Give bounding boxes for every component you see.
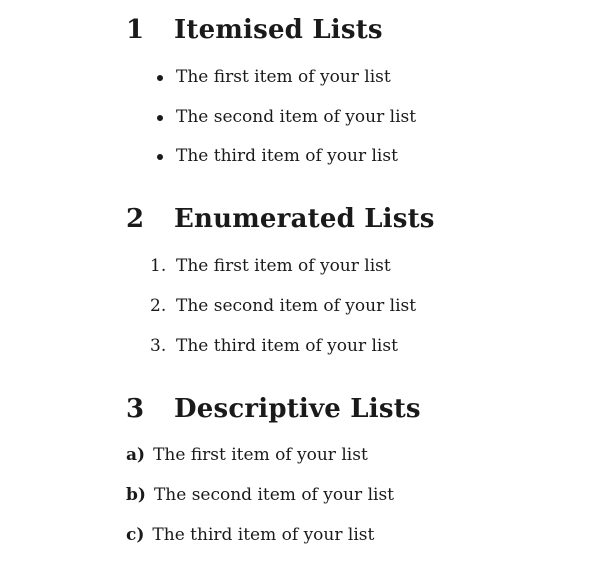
description-label: b)	[126, 485, 146, 505]
description-text: The third item of your list	[152, 525, 375, 545]
section-title: Descriptive Lists	[174, 394, 421, 424]
list-number: 3.	[150, 336, 167, 356]
list-item-text: The second item of your list	[176, 107, 417, 127]
list-item	[150, 256, 391, 276]
section-heading-itemised	[126, 15, 383, 45]
list-number: 1.	[150, 256, 167, 276]
list-item-text: The second item of your list	[176, 296, 417, 316]
description-label: a)	[126, 445, 146, 465]
bullet-icon	[157, 115, 163, 121]
section-heading-descriptive	[126, 394, 421, 424]
list-item	[176, 146, 398, 166]
section-number: 2	[126, 204, 145, 234]
list-item-text: The third item of your list	[176, 146, 398, 166]
bullet-icon	[157, 154, 163, 160]
description-item	[126, 485, 394, 505]
list-item-text: The first item of your list	[176, 67, 391, 87]
list-item-text: The first item of your list	[176, 256, 391, 276]
list-item	[176, 67, 391, 87]
description-item	[126, 445, 368, 465]
section-title: Enumerated Lists	[174, 204, 435, 234]
list-item	[150, 336, 398, 356]
section-title: Itemised Lists	[174, 15, 383, 45]
bullet-icon	[157, 75, 163, 81]
section-number: 3	[126, 394, 145, 424]
description-text: The second item of your list	[153, 485, 394, 505]
description-item	[126, 525, 374, 545]
section-number: 1	[126, 15, 145, 45]
list-item	[176, 107, 416, 127]
list-item	[150, 296, 417, 316]
description-label: c)	[126, 525, 145, 545]
description-text: The first item of your list	[153, 445, 368, 465]
section-heading-enumerated	[126, 204, 435, 234]
list-number: 2.	[150, 296, 167, 316]
list-item-text: The third item of your list	[176, 336, 398, 356]
